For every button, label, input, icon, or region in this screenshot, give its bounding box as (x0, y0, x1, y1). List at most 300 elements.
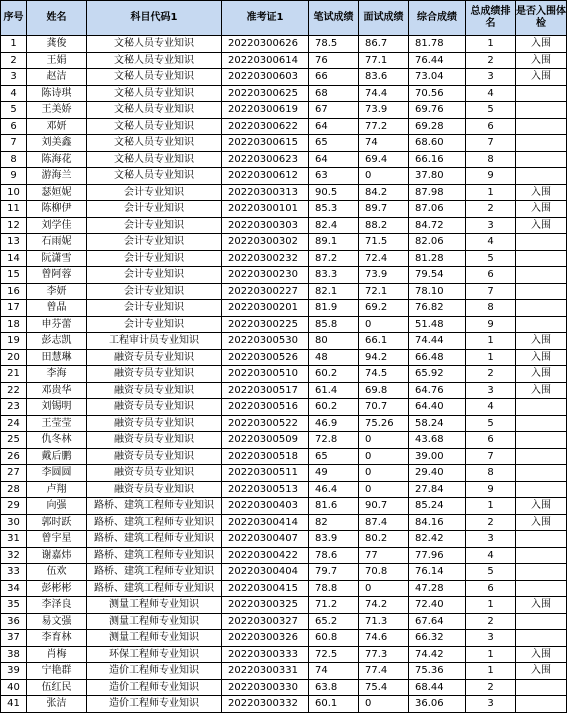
cell-shortlisted (516, 481, 567, 498)
cell-name: 李圆圆 (27, 465, 87, 482)
cell-written-score: 64 (309, 151, 359, 168)
cell-interview-score: 87.4 (359, 514, 409, 531)
cell-index: 7 (1, 135, 27, 152)
cell-subject: 路桥、建筑工程师专业知识 (87, 498, 222, 515)
cell-written-score: 71.2 (309, 597, 359, 614)
cell-total-score: 87.98 (409, 184, 466, 201)
cell-rank: 8 (466, 465, 516, 482)
cell-shortlisted (516, 399, 567, 416)
cell-written-score: 67 (309, 102, 359, 119)
cell-name: 卢翔 (27, 481, 87, 498)
cell-name: 石雨妮 (27, 234, 87, 251)
table-row (1, 283, 567, 300)
cell-rank: 3 (466, 531, 516, 548)
table-row (1, 531, 567, 548)
cell-shortlisted (516, 234, 567, 251)
cell-interview-score: 74.2 (359, 597, 409, 614)
cell-interview-score: 0 (359, 316, 409, 333)
cell-index: 4 (1, 85, 27, 102)
cell-rank: 9 (466, 316, 516, 333)
cell-ticket: 20220300225 (222, 316, 309, 333)
cell-interview-score: 84.2 (359, 184, 409, 201)
cell-written-score: 76 (309, 52, 359, 69)
cell-name: 李泽良 (27, 597, 87, 614)
cell-shortlisted (516, 448, 567, 465)
cell-rank: 4 (466, 85, 516, 102)
cell-subject: 会计专业知识 (87, 300, 222, 317)
cell-interview-score: 0 (359, 448, 409, 465)
cell-total-score: 67.64 (409, 613, 466, 630)
cell-subject: 测量工程师专业知识 (87, 597, 222, 614)
cell-interview-score: 0 (359, 168, 409, 185)
cell-subject: 融资专员专业知识 (87, 349, 222, 366)
cell-ticket: 20220300101 (222, 201, 309, 218)
cell-subject: 融资专员专业知识 (87, 432, 222, 449)
table-row (1, 217, 567, 234)
cell-rank: 4 (466, 399, 516, 416)
cell-written-score: 74 (309, 663, 359, 680)
cell-subject: 融资专员专业知识 (87, 366, 222, 383)
cell-total-score: 82.42 (409, 531, 466, 548)
cell-ticket: 20220300415 (222, 580, 309, 597)
cell-rank: 2 (466, 52, 516, 69)
cell-ticket: 20220300526 (222, 349, 309, 366)
cell-total-score: 51.48 (409, 316, 466, 333)
cell-subject: 测量工程师专业知识 (87, 613, 222, 630)
cell-interview-score: 71.3 (359, 613, 409, 630)
cell-total-score: 66.32 (409, 630, 466, 647)
cell-total-score: 69.76 (409, 102, 466, 119)
cell-name: 王娟 (27, 52, 87, 69)
cell-index: 19 (1, 333, 27, 350)
cell-subject: 路桥、建筑工程师专业知识 (87, 564, 222, 581)
cell-index: 25 (1, 432, 27, 449)
cell-interview-score: 80.2 (359, 531, 409, 548)
cell-ticket: 20220300516 (222, 399, 309, 416)
cell-ticket: 20220300509 (222, 432, 309, 449)
cell-interview-score: 71.5 (359, 234, 409, 251)
cell-total-score: 69.28 (409, 118, 466, 135)
cell-rank: 3 (466, 382, 516, 399)
cell-ticket: 20220300511 (222, 465, 309, 482)
cell-name: 彭彬彬 (27, 580, 87, 597)
cell-rank: 5 (466, 102, 516, 119)
table-row (1, 36, 567, 53)
cell-name: 郭时跃 (27, 514, 87, 531)
cell-written-score: 63.8 (309, 679, 359, 696)
cell-rank: 7 (466, 283, 516, 300)
cell-subject: 环保工程师专业知识 (87, 646, 222, 663)
cell-interview-score: 90.7 (359, 498, 409, 515)
cell-written-score: 83.9 (309, 531, 359, 548)
table-row (1, 696, 567, 713)
cell-rank: 3 (466, 696, 516, 713)
table-row (1, 168, 567, 185)
cell-rank: 1 (466, 597, 516, 614)
cell-interview-score: 74.6 (359, 630, 409, 647)
cell-index: 29 (1, 498, 27, 515)
cell-name: 刘锡明 (27, 399, 87, 416)
cell-subject: 融资专员专业知识 (87, 382, 222, 399)
cell-written-score: 72.5 (309, 646, 359, 663)
cell-total-score: 82.06 (409, 234, 466, 251)
cell-name: 谢嘉炜 (27, 547, 87, 564)
cell-subject: 路桥、建筑工程师专业知识 (87, 580, 222, 597)
cell-rank: 1 (466, 333, 516, 350)
cell-name: 邓贵华 (27, 382, 87, 399)
cell-total-score: 29.40 (409, 465, 466, 482)
cell-rank: 1 (466, 646, 516, 663)
table-row (1, 564, 567, 581)
cell-interview-score: 70.7 (359, 399, 409, 416)
cell-subject: 路桥、建筑工程师专业知识 (87, 547, 222, 564)
cell-name: 李海 (27, 366, 87, 383)
cell-shortlisted (516, 102, 567, 119)
table-row (1, 234, 567, 251)
cell-written-score: 78.6 (309, 547, 359, 564)
cell-subject: 文秘人员专业知识 (87, 102, 222, 119)
cell-ticket: 20220300331 (222, 663, 309, 680)
cell-ticket: 20220300302 (222, 234, 309, 251)
cell-shortlisted (516, 168, 567, 185)
cell-shortlisted (516, 547, 567, 564)
cell-ticket: 20220300230 (222, 267, 309, 284)
cell-shortlisted: 入围 (516, 333, 567, 350)
cell-rank: 5 (466, 564, 516, 581)
cell-index: 10 (1, 184, 27, 201)
cell-rank: 3 (466, 630, 516, 647)
header-written-score: 笔试成绩 (309, 1, 359, 36)
cell-ticket: 20220300327 (222, 613, 309, 630)
cell-index: 17 (1, 300, 27, 317)
cell-total-score: 77.96 (409, 547, 466, 564)
table-row (1, 184, 567, 201)
cell-shortlisted: 入围 (516, 597, 567, 614)
cell-interview-score: 74.4 (359, 85, 409, 102)
cell-subject: 文秘人员专业知识 (87, 118, 222, 135)
cell-ticket: 20220300615 (222, 135, 309, 152)
cell-index: 14 (1, 250, 27, 267)
cell-shortlisted: 入围 (516, 36, 567, 53)
cell-written-score: 72.8 (309, 432, 359, 449)
cell-subject: 路桥、建筑工程师专业知识 (87, 514, 222, 531)
cell-subject: 造价工程师专业知识 (87, 696, 222, 713)
cell-index: 36 (1, 613, 27, 630)
cell-shortlisted: 入围 (516, 184, 567, 201)
cell-rank: 2 (466, 514, 516, 531)
cell-shortlisted (516, 300, 567, 317)
cell-name: 仇冬林 (27, 432, 87, 449)
cell-ticket: 20220300612 (222, 168, 309, 185)
table-row (1, 465, 567, 482)
cell-written-score: 82.1 (309, 283, 359, 300)
cell-rank: 6 (466, 267, 516, 284)
cell-subject: 融资专员专业知识 (87, 481, 222, 498)
cell-subject: 造价工程师专业知识 (87, 679, 222, 696)
cell-ticket: 20220300227 (222, 283, 309, 300)
cell-index: 31 (1, 531, 27, 548)
cell-total-score: 64.76 (409, 382, 466, 399)
table-row (1, 646, 567, 663)
cell-total-score: 39.00 (409, 448, 466, 465)
cell-total-score: 66.48 (409, 349, 466, 366)
cell-name: 易文强 (27, 613, 87, 630)
cell-interview-score: 0 (359, 696, 409, 713)
cell-shortlisted: 入围 (516, 498, 567, 515)
cell-shortlisted (516, 465, 567, 482)
cell-subject: 会计专业知识 (87, 234, 222, 251)
cell-rank: 2 (466, 679, 516, 696)
table-row (1, 399, 567, 416)
cell-name: 伍红民 (27, 679, 87, 696)
header-row (1, 1, 567, 36)
table-row (1, 481, 567, 498)
cell-shortlisted (516, 250, 567, 267)
cell-subject: 路桥、建筑工程师专业知识 (87, 531, 222, 548)
table-row (1, 85, 567, 102)
cell-rank: 6 (466, 432, 516, 449)
cell-rank: 5 (466, 415, 516, 432)
cell-shortlisted (516, 118, 567, 135)
cell-interview-score: 74.5 (359, 366, 409, 383)
cell-total-score: 84.72 (409, 217, 466, 234)
cell-interview-score: 70.8 (359, 564, 409, 581)
cell-rank: 4 (466, 547, 516, 564)
cell-name: 向强 (27, 498, 87, 515)
cell-interview-score: 69.2 (359, 300, 409, 317)
cell-interview-score: 77.1 (359, 52, 409, 69)
cell-rank: 1 (466, 36, 516, 53)
table-body (1, 36, 567, 713)
cell-name: 陈诗琪 (27, 85, 87, 102)
table-row (1, 52, 567, 69)
cell-written-score: 65.2 (309, 613, 359, 630)
cell-subject: 会计专业知识 (87, 250, 222, 267)
cell-shortlisted (516, 613, 567, 630)
cell-name: 戴后鹏 (27, 448, 87, 465)
cell-name: 赵洁 (27, 69, 87, 86)
cell-total-score: 64.40 (409, 399, 466, 416)
cell-name: 陈海花 (27, 151, 87, 168)
cell-index: 12 (1, 217, 27, 234)
cell-shortlisted (516, 316, 567, 333)
cell-written-score: 80 (309, 333, 359, 350)
cell-name: 曾阿蓉 (27, 267, 87, 284)
cell-index: 15 (1, 267, 27, 284)
cell-ticket: 20220300325 (222, 597, 309, 614)
cell-interview-score: 77.4 (359, 663, 409, 680)
cell-shortlisted (516, 151, 567, 168)
cell-written-score: 83.3 (309, 267, 359, 284)
cell-name: 龚俊 (27, 36, 87, 53)
cell-rank: 9 (466, 481, 516, 498)
cell-rank: 1 (466, 498, 516, 515)
cell-shortlisted: 入围 (516, 349, 567, 366)
cell-rank: 7 (466, 135, 516, 152)
cell-subject: 文秘人员专业知识 (87, 135, 222, 152)
table-row (1, 250, 567, 267)
cell-total-score: 58.24 (409, 415, 466, 432)
cell-rank: 5 (466, 250, 516, 267)
cell-subject: 文秘人员专业知识 (87, 69, 222, 86)
cell-total-score: 87.06 (409, 201, 466, 218)
cell-rank: 1 (466, 184, 516, 201)
cell-rank: 2 (466, 366, 516, 383)
cell-interview-score: 77 (359, 547, 409, 564)
table-row (1, 679, 567, 696)
cell-ticket: 20220300332 (222, 696, 309, 713)
cell-subject: 文秘人员专业知识 (87, 36, 222, 53)
cell-ticket: 20220300603 (222, 69, 309, 86)
cell-rank: 7 (466, 448, 516, 465)
cell-interview-score: 75.26 (359, 415, 409, 432)
cell-total-score: 79.54 (409, 267, 466, 284)
cell-subject: 会计专业知识 (87, 217, 222, 234)
cell-written-score: 89.1 (309, 234, 359, 251)
cell-shortlisted: 入围 (516, 52, 567, 69)
cell-subject: 文秘人员专业知识 (87, 168, 222, 185)
cell-rank: 8 (466, 151, 516, 168)
cell-shortlisted (516, 267, 567, 284)
cell-subject: 融资专员专业知识 (87, 415, 222, 432)
cell-written-score: 46.9 (309, 415, 359, 432)
cell-written-score: 81.9 (309, 300, 359, 317)
cell-written-score: 63 (309, 168, 359, 185)
cell-index: 21 (1, 366, 27, 383)
table-row (1, 151, 567, 168)
cell-ticket: 20220300513 (222, 481, 309, 498)
cell-index: 11 (1, 201, 27, 218)
cell-ticket: 20220300626 (222, 36, 309, 53)
cell-interview-score: 75.4 (359, 679, 409, 696)
cell-name: 伍欢 (27, 564, 87, 581)
cell-rank: 9 (466, 168, 516, 185)
cell-total-score: 43.68 (409, 432, 466, 449)
cell-written-score: 79.7 (309, 564, 359, 581)
table-row (1, 201, 567, 218)
table-row (1, 333, 567, 350)
cell-name: 肖梅 (27, 646, 87, 663)
table-row (1, 415, 567, 432)
cell-subject: 工程审计员专业知识 (87, 333, 222, 350)
cell-ticket: 20220300201 (222, 300, 309, 317)
cell-index: 39 (1, 663, 27, 680)
cell-shortlisted: 入围 (516, 514, 567, 531)
cell-index: 27 (1, 465, 27, 482)
cell-total-score: 78.10 (409, 283, 466, 300)
cell-total-score: 76.82 (409, 300, 466, 317)
cell-subject: 造价工程师专业知识 (87, 663, 222, 680)
cell-ticket: 20220300404 (222, 564, 309, 581)
cell-index: 22 (1, 382, 27, 399)
cell-interview-score: 89.7 (359, 201, 409, 218)
cell-shortlisted (516, 679, 567, 696)
cell-subject: 会计专业知识 (87, 184, 222, 201)
cell-name: 瑟姮妮 (27, 184, 87, 201)
cell-interview-score: 69.4 (359, 151, 409, 168)
cell-total-score: 68.44 (409, 679, 466, 696)
cell-shortlisted (516, 531, 567, 548)
cell-index: 38 (1, 646, 27, 663)
header-rank: 总成绩排名 (466, 1, 516, 36)
cell-interview-score: 77.3 (359, 646, 409, 663)
table-row (1, 597, 567, 614)
cell-rank: 6 (466, 580, 516, 597)
cell-written-score: 60.8 (309, 630, 359, 647)
cell-rank: 3 (466, 217, 516, 234)
table-row (1, 580, 567, 597)
table-row (1, 102, 567, 119)
table-row (1, 349, 567, 366)
cell-total-score: 76.44 (409, 52, 466, 69)
cell-interview-score: 0 (359, 465, 409, 482)
cell-written-score: 65 (309, 135, 359, 152)
header-interview-score: 面试成绩 (359, 1, 409, 36)
cell-name: 王莹莹 (27, 415, 87, 432)
table-row (1, 366, 567, 383)
table-row (1, 613, 567, 630)
cell-written-score: 46.4 (309, 481, 359, 498)
cell-interview-score: 86.7 (359, 36, 409, 53)
cell-ticket: 20220300622 (222, 118, 309, 135)
cell-ticket: 20220300326 (222, 630, 309, 647)
cell-ticket: 20220300414 (222, 514, 309, 531)
cell-name: 王美娇 (27, 102, 87, 119)
cell-index: 23 (1, 399, 27, 416)
cell-shortlisted: 入围 (516, 663, 567, 680)
cell-shortlisted (516, 564, 567, 581)
cell-written-score: 78.8 (309, 580, 359, 597)
table-row (1, 663, 567, 680)
table-row (1, 630, 567, 647)
cell-total-score: 85.24 (409, 498, 466, 515)
cell-total-score: 73.04 (409, 69, 466, 86)
cell-ticket: 20220300522 (222, 415, 309, 432)
cell-interview-score: 0 (359, 432, 409, 449)
cell-name: 刘美鑫 (27, 135, 87, 152)
cell-index: 24 (1, 415, 27, 432)
cell-interview-score: 72.4 (359, 250, 409, 267)
cell-total-score: 66.16 (409, 151, 466, 168)
header-index: 序号 (1, 1, 27, 36)
cell-interview-score: 72.1 (359, 283, 409, 300)
cell-rank: 2 (466, 613, 516, 630)
table-row (1, 432, 567, 449)
cell-shortlisted (516, 630, 567, 647)
cell-ticket: 20220300407 (222, 531, 309, 548)
table-row (1, 69, 567, 86)
cell-ticket: 20220300303 (222, 217, 309, 234)
cell-subject: 会计专业知识 (87, 283, 222, 300)
cell-written-score: 48 (309, 349, 359, 366)
header-shortlisted: 是否入围体检 (516, 1, 567, 36)
table-row (1, 118, 567, 135)
cell-rank: 1 (466, 349, 516, 366)
cell-index: 8 (1, 151, 27, 168)
cell-shortlisted: 入围 (516, 646, 567, 663)
cell-written-score: 49 (309, 465, 359, 482)
cell-written-score: 66 (309, 69, 359, 86)
cell-total-score: 70.56 (409, 85, 466, 102)
cell-shortlisted (516, 283, 567, 300)
cell-interview-score: 73.9 (359, 267, 409, 284)
cell-interview-score: 77.2 (359, 118, 409, 135)
cell-total-score: 65.92 (409, 366, 466, 383)
table-row (1, 135, 567, 152)
cell-subject: 文秘人员专业知识 (87, 52, 222, 69)
table-row (1, 514, 567, 531)
cell-rank: 1 (466, 663, 516, 680)
